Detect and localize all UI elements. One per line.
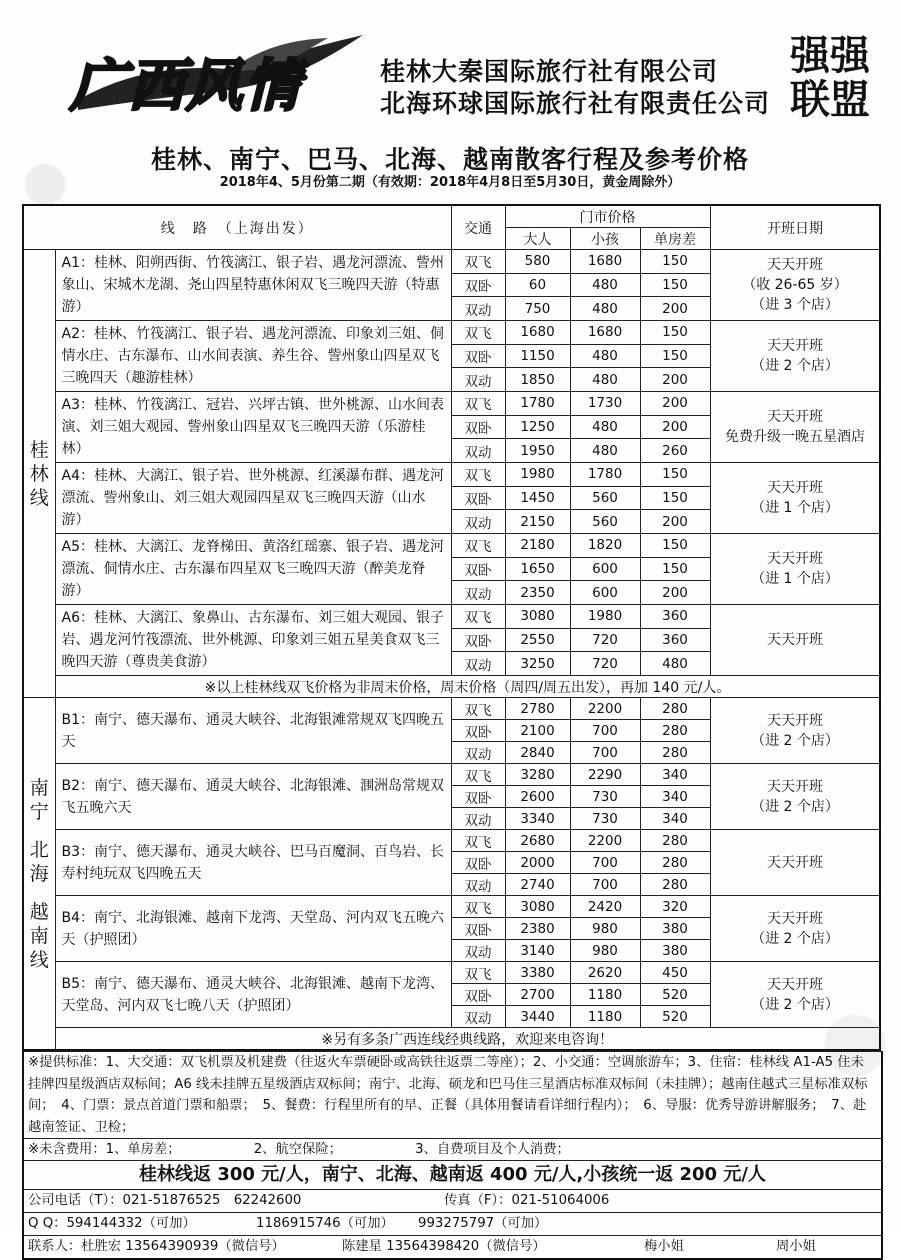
transport-cell: 双卧: [451, 273, 505, 297]
child-price-cell: 560: [570, 510, 640, 534]
transport-cell: 双动: [451, 297, 505, 321]
schedule-line: （进 2 个店）: [751, 798, 839, 815]
single-room-cell: 280: [640, 830, 710, 852]
transport-cell: 双卧: [451, 852, 505, 874]
adult-price-cell: 2780: [505, 698, 570, 720]
promo-note: ※另有多条广西连线经典线路，欢迎来电咨询！: [55, 1028, 880, 1051]
transport-cell: 双动: [451, 742, 505, 764]
contact-person-row: [24, 1235, 881, 1258]
single-header: 单房差: [640, 228, 710, 250]
child-price-cell: 720: [570, 628, 640, 652]
region-char: 南: [29, 776, 49, 799]
header: [0, 0, 900, 138]
region-char: 南: [29, 924, 49, 947]
child-price-cell: 1180: [570, 984, 640, 1006]
schedule-cell: [710, 321, 880, 392]
single-room-cell: 200: [640, 392, 710, 416]
schedule-line: 天天开班: [767, 712, 823, 729]
adult-price-cell: 3340: [505, 808, 570, 830]
transport-cell: 双卧: [451, 918, 505, 940]
table-row: [23, 830, 880, 852]
region-label-nanning: [23, 698, 55, 1051]
table-row: [23, 962, 880, 984]
transport-cell: 双飞: [451, 321, 505, 345]
transport-cell: 双飞: [451, 392, 505, 416]
transport-cell: 双卧: [451, 344, 505, 368]
single-room-cell: 260: [640, 439, 710, 463]
single-room-cell: 520: [640, 1006, 710, 1028]
transport-cell: 双卧: [451, 486, 505, 510]
transport-cell: 双动: [451, 510, 505, 534]
single-room-cell: 150: [640, 273, 710, 297]
adult-price-cell: 2380: [505, 918, 570, 940]
region-char: 海: [29, 862, 49, 885]
promo-row: [23, 1028, 880, 1051]
adult-price-cell: 580: [505, 250, 570, 274]
route-description: A3：桂林、竹筏漓江、冠岩、兴坪古镇、世外桃源、山水间表演、刘三姐大观园、訾州象山四星双飞三晚四天游（乐游桂林）: [55, 392, 451, 463]
single-room-cell: 340: [640, 786, 710, 808]
adult-price-cell: 1250: [505, 415, 570, 439]
route-description: A1：桂林、阳朔西街、竹筏漓江、银子岩、遇龙河漂流、訾州象山、宋城木龙湖、尧山四星特惠休闲双飞三晚四天游（特惠游）: [55, 250, 451, 321]
company-name-beihai: 北海环球国际旅行社有限责任公司: [380, 89, 771, 118]
schedule-line: 天天开班: [767, 480, 823, 496]
adult-price-cell: 3440: [505, 1006, 570, 1028]
adult-price-cell: 1450: [505, 486, 570, 510]
single-room-cell: 200: [640, 297, 710, 321]
child-price-cell: 700: [570, 874, 640, 896]
adult-price-cell: 1980: [505, 463, 570, 487]
route-description: B2：南宁、德天瀑布、通灵大峡谷、北海银滩、涠洲岛常规双飞五晚六天: [55, 764, 451, 830]
child-price-cell: 1180: [570, 1006, 640, 1028]
schedule-line: 天天开班: [767, 778, 823, 795]
adult-price-cell: 2740: [505, 874, 570, 896]
schedule-cell: [710, 463, 880, 534]
single-room-cell: 150: [640, 321, 710, 345]
schedule-line: （进 2 个店）: [751, 996, 839, 1013]
schedule-line: 天天开班: [767, 976, 823, 993]
schedule-cell: [710, 698, 880, 764]
single-room-cell: 150: [640, 557, 710, 581]
alliance-line1: 强强: [790, 33, 870, 79]
single-room-cell: 360: [640, 628, 710, 652]
page-subtitle: 2018年4、5月份第二期（有效期：2018年4月8日至5月30日，黄金周除外）: [219, 175, 681, 190]
route-header: 线 路 （上海出发）: [23, 205, 451, 250]
child-price-cell: 480: [570, 439, 640, 463]
child-price-cell: 2620: [570, 962, 640, 984]
transport-cell: 双飞: [451, 605, 505, 629]
adult-price-cell: 3380: [505, 962, 570, 984]
table-header-row: [23, 205, 880, 228]
table-row: [23, 392, 880, 416]
single-room-cell: 450: [640, 962, 710, 984]
contact-phone-row: [24, 1189, 881, 1212]
table-row: [23, 534, 880, 558]
route-description: A2：桂林、竹筏漓江、银子岩、遇龙河漂流、印象刘三姐、侗情水庄、古东瀑布、山水间表演、养生谷、訾州象山四星双飞三晚四天（趣游桂林）: [55, 321, 451, 392]
contact-person-2: 陈建星 13564398420（微信号）: [342, 1239, 546, 1254]
schedule-cell: [710, 896, 880, 962]
single-room-cell: 380: [640, 940, 710, 962]
table-row: [23, 764, 880, 786]
schedule-cell: [710, 605, 880, 676]
schedule-cell: [710, 830, 880, 896]
route-description: A5：桂林、大漓江、龙脊梯田、黄洛红瑶寨、银子岩、遇龙河漂流、侗情水庄、古东瀑布四星双飞三晚四天游（醉美龙脊游）: [55, 534, 451, 605]
single-room-cell: 280: [640, 742, 710, 764]
region-char: 线: [29, 486, 49, 509]
transport-cell: 双卧: [451, 984, 505, 1006]
child-price-cell: 1680: [570, 321, 640, 345]
company-fax: 传真（F）：021-51064006: [444, 1193, 610, 1208]
child-price-cell: 2420: [570, 896, 640, 918]
transport-cell: 双动: [451, 1006, 505, 1028]
qq-number-3: 993275797（可加）: [418, 1216, 548, 1231]
single-room-cell: 380: [640, 918, 710, 940]
adult-price-cell: 2100: [505, 720, 570, 742]
service-standards: ※提供标准：1、大交通：双飞机票及机建费（往返火车票硬卧或高铁往返票二等座）；2、小交通：空调旅游车；3、住宿：桂林线 A1-A5 住未挂牌四星级酒店双标间；A6 线未挂牌五星级酒店双标间；南宁、北海、硕龙和巴马住三星酒店标准双标间（未挂牌）；越南住越式三星标准双标间； 4、门票：景点首道门票和船票； 5、餐费：行程里所有的早、正餐（具体用餐请看详细行程内）； 6、导服：优秀导游讲解服务； 7、赴越南签证、卫检；: [24, 1051, 881, 1138]
child-price-cell: 980: [570, 940, 640, 962]
single-room-cell: 340: [640, 808, 710, 830]
table-row: [23, 698, 880, 720]
single-room-cell: 320: [640, 896, 710, 918]
child-price-cell: 480: [570, 344, 640, 368]
single-room-cell: 150: [640, 250, 710, 274]
table-row: [23, 463, 880, 487]
child-price-cell: 560: [570, 486, 640, 510]
excluded-costs: ※未含费用：1、单房差； 2、航空保险； 3、自费项目及个人消费；: [24, 1138, 881, 1160]
adult-price-cell: 2150: [505, 510, 570, 534]
transport-cell: 双动: [451, 940, 505, 962]
route-description: B5：南宁、德天瀑布、通灵大峡谷、北海银滩、越南下龙湾、天堂岛、河内双飞七晚八天（护照团）: [55, 962, 451, 1028]
schedule-line: 天天开班: [767, 632, 823, 648]
route-description: A6：桂林、大漓江、象鼻山、古东瀑布、刘三姐大观园、银子岩、遇龙河竹筏漂流、世外桃源、印象刘三姐五星美食双飞三晚四天游（尊贵美食游）: [55, 605, 451, 676]
child-price-cell: 480: [570, 368, 640, 392]
child-price-cell: 2200: [570, 698, 640, 720]
transport-cell: 双飞: [451, 463, 505, 487]
transport-cell: 双飞: [451, 830, 505, 852]
transport-cell: 双飞: [451, 534, 505, 558]
adult-price-cell: 2600: [505, 786, 570, 808]
adult-price-cell: 1950: [505, 439, 570, 463]
region-char: 桂: [29, 438, 49, 461]
price-group-header: 门市价格: [505, 205, 710, 228]
schedule-line: （进 2 个店）: [751, 930, 839, 947]
single-room-cell: 150: [640, 534, 710, 558]
single-room-cell: 280: [640, 874, 710, 896]
adult-header: 大人: [505, 228, 570, 250]
rebate-info: 桂林线返 300 元/人，南宁、北海、越南返 400 元/人,小孩统一返 200 元/人: [24, 1160, 881, 1189]
page-title: 桂林、南宁、巴马、北海、越南散客行程及参考价格: [150, 145, 749, 174]
contact-person-1: 联系人：杜胜宏 13564390939（微信号）: [28, 1239, 285, 1254]
transport-cell: 双动: [451, 368, 505, 392]
single-room-cell: 520: [640, 984, 710, 1006]
region-char: 越: [29, 900, 49, 923]
child-price-cell: 480: [570, 297, 640, 321]
schedule-line: （进 2 个店）: [751, 358, 839, 374]
schedule-line: （进 1 个店）: [751, 571, 839, 587]
adult-price-cell: 1850: [505, 368, 570, 392]
logo-text: 广西风情: [70, 53, 302, 119]
schedule-cell: [710, 392, 880, 463]
single-room-cell: 480: [640, 652, 710, 676]
adult-price-cell: 60: [505, 273, 570, 297]
region-char: [24, 886, 55, 900]
transport-header: 交通: [451, 205, 505, 250]
region-char: 宁: [29, 800, 49, 823]
child-price-cell: 730: [570, 808, 640, 830]
adult-price-cell: 3250: [505, 652, 570, 676]
table-row: [23, 250, 880, 274]
region-char: 北: [29, 838, 49, 861]
schedule-line: 天天开班: [767, 854, 823, 871]
schedule-line: 天天开班: [767, 910, 823, 927]
adult-price-cell: 2350: [505, 581, 570, 605]
schedule-cell: [710, 764, 880, 830]
single-room-cell: 150: [640, 344, 710, 368]
transport-cell: 双动: [451, 808, 505, 830]
adult-price-cell: 1680: [505, 321, 570, 345]
single-room-cell: 200: [640, 415, 710, 439]
single-room-cell: 200: [640, 510, 710, 534]
child-price-cell: 700: [570, 852, 640, 874]
schedule-line: 天天开班: [767, 551, 823, 567]
schedule-line: 天天开班: [767, 338, 823, 354]
transport-cell: 双卧: [451, 786, 505, 808]
transport-cell: 双卧: [451, 628, 505, 652]
footer: [22, 1051, 883, 1260]
child-price-cell: 480: [570, 273, 640, 297]
schedule-line: （进 3 个店）: [751, 297, 839, 313]
guilin-note-row: [23, 676, 880, 698]
schedule-line: （收 26-65 岁）: [742, 277, 848, 293]
transport-cell: 双卧: [451, 557, 505, 581]
transport-cell: 双动: [451, 581, 505, 605]
schedule-line: 天天开班: [767, 257, 823, 273]
region-char: [24, 824, 55, 838]
transport-cell: 双动: [451, 652, 505, 676]
child-price-cell: 1680: [570, 250, 640, 274]
child-price-cell: 700: [570, 742, 640, 764]
adult-price-cell: 3080: [505, 605, 570, 629]
qq-number-1: Q Q：594144332（可加）: [28, 1216, 196, 1231]
child-price-cell: 1820: [570, 534, 640, 558]
adult-price-cell: 2680: [505, 830, 570, 852]
adult-price-cell: 1650: [505, 557, 570, 581]
region-char: 林: [29, 462, 49, 485]
transport-cell: 双动: [451, 439, 505, 463]
single-room-cell: 150: [640, 463, 710, 487]
route-description: B4：南宁、北海银滩、越南下龙湾、天堂岛、河内双飞五晚六天（护照团）: [55, 896, 451, 962]
contact-qq-row: [24, 1212, 881, 1235]
child-price-cell: 980: [570, 918, 640, 940]
adult-price-cell: 1150: [505, 344, 570, 368]
adult-price-cell: 3280: [505, 764, 570, 786]
schedule-line: （进 1 个店）: [751, 500, 839, 516]
alliance-line2: 联盟: [790, 77, 870, 123]
itinerary-table: [22, 204, 881, 1051]
child-price-cell: 1730: [570, 392, 640, 416]
alliance-label: [785, 34, 875, 122]
child-price-cell: 600: [570, 581, 640, 605]
child-price-cell: 480: [570, 415, 640, 439]
company-phone: 公司电话（T）：021-51876525 62242600: [28, 1193, 302, 1208]
transport-cell: 双飞: [451, 698, 505, 720]
schedule-line: 天天开班: [767, 409, 823, 425]
schedule-header: 开班日期: [710, 205, 880, 250]
schedule-line: （进 2 个店）: [751, 732, 839, 749]
qq-number-2: 1186915746（可加）: [256, 1216, 394, 1231]
route-description: B3：南宁、德天瀑布、通灵大峡谷、巴马百魔洞、百鸟岩、长寿村纯玩双飞四晚五天: [55, 830, 451, 896]
transport-cell: 双卧: [451, 415, 505, 439]
child-price-cell: 600: [570, 557, 640, 581]
adult-price-cell: 2700: [505, 984, 570, 1006]
guilin-weekend-note: ※以上桂林线双飞价格为非周末价格，周末价格（周四/周五出发），再加 140 元/人。: [55, 676, 880, 698]
table-row: [23, 896, 880, 918]
single-room-cell: 280: [640, 720, 710, 742]
child-price-cell: 2290: [570, 764, 640, 786]
transport-cell: 双飞: [451, 250, 505, 274]
single-room-cell: 150: [640, 486, 710, 510]
region-label-guilin: [23, 250, 55, 698]
schedule-cell: [710, 962, 880, 1028]
single-room-cell: 200: [640, 581, 710, 605]
adult-price-cell: 2000: [505, 852, 570, 874]
schedule-cell: [710, 534, 880, 605]
child-price-cell: 720: [570, 652, 640, 676]
transport-cell: 双卧: [451, 720, 505, 742]
adult-price-cell: 2550: [505, 628, 570, 652]
adult-price-cell: 3140: [505, 940, 570, 962]
adult-price-cell: 2180: [505, 534, 570, 558]
single-room-cell: 360: [640, 605, 710, 629]
transport-cell: 双飞: [451, 962, 505, 984]
child-price-cell: 1980: [570, 605, 640, 629]
route-description: B1：南宁、德天瀑布、通灵大峡谷、北海银滩常规双飞四晚五天: [55, 698, 451, 764]
schedule-cell: [710, 250, 880, 321]
adult-price-cell: 3080: [505, 896, 570, 918]
schedule-line: 免费升级一晚五星酒店: [725, 429, 865, 445]
transport-cell: 双飞: [451, 896, 505, 918]
child-price-cell: 730: [570, 786, 640, 808]
child-price-cell: 1780: [570, 463, 640, 487]
adult-price-cell: 1780: [505, 392, 570, 416]
single-room-cell: 200: [640, 368, 710, 392]
child-header: 小孩: [570, 228, 640, 250]
region-char: 线: [29, 948, 49, 971]
company-name-guilin: 桂林大秦国际旅行社有限公司: [380, 57, 719, 86]
single-room-cell: 280: [640, 852, 710, 874]
transport-cell: 双飞: [451, 764, 505, 786]
child-price-cell: 2200: [570, 830, 640, 852]
contact-person-4: 周小姐: [776, 1239, 816, 1254]
single-room-cell: 280: [640, 698, 710, 720]
child-price-cell: 700: [570, 720, 640, 742]
contact-person-3: 梅小姐: [644, 1239, 684, 1254]
adult-price-cell: 750: [505, 297, 570, 321]
route-description: A4：桂林、大漓江、银子岩、世外桃源、红溪瀑布群、遇龙河漂流、訾州象山、刘三姐大观园四星双飞三晚四天游（山水游）: [55, 463, 451, 534]
table-row: [23, 321, 880, 345]
adult-price-cell: 2840: [505, 742, 570, 764]
transport-cell: 双动: [451, 874, 505, 896]
single-room-cell: 340: [640, 764, 710, 786]
table-row: [23, 605, 880, 629]
